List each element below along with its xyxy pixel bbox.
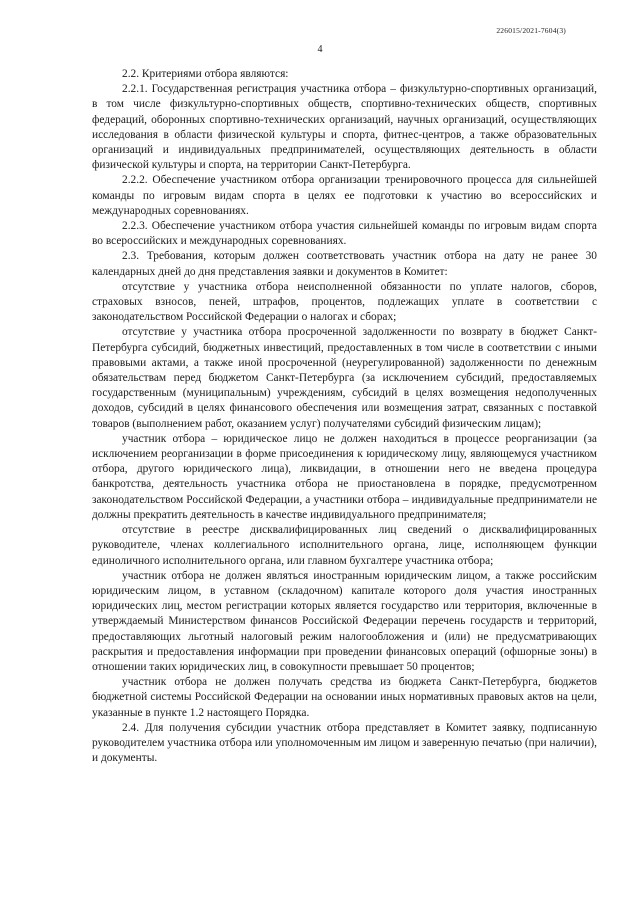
document-number: 226015/2021-7604(3)	[496, 26, 566, 35]
paragraph-budget-debt: отсутствие у участника отбора просроченной задолженности по возврату в бюджет Санкт-Петербурга субсидий, бюджетных инвестиций, предоставленных в том числе в соответствии с иными правовыми актами, а также иной просроченной (неурегулированной) задолженности по денежным обязательствам перед бюджетом Санкт-Петербурга (за исключением субсидий, предоставляемых государственным (муниципальным) учреждениям, субсидий в целях возмещения недополученных доходов, субсидий в целях финансового обеспечения или возмещения затрат, связанных с поставкой товаров (выполнением работ, оказанием услуг) получателями субсидий физическим лицам);	[92, 326, 597, 430]
paragraph-tax-debt: отсутствие у участника отбора неисполненной обязанности по уплате налогов, сборов, страховых взносов, пеней, штрафов, процентов, подлежащих уплате в соответствии с законодательством Российской Федерации о налогах и сборах;	[92, 280, 597, 324]
paragraph-2-3: 2.3. Требования, которым должен соответствовать участник отбора на дату не ранее 30 календарных дней до дня представления заявки и документов в Комитет:	[92, 250, 597, 278]
page-number: 4	[317, 44, 323, 55]
paragraph-reorganization: участник отбора – юридическое лицо не должен находиться в процессе реорганизации (за исключением реорганизации в форме присоединения к юридическому лицу, являющемуся участником отбора, другого юридического лица), ликвидации, в отношении него не введена процедура банкротства, деятельность участника отбора не приостановлена в порядке, предусмотренном законодательством Российской Федерации, а участники отбора – индивидуальные предприниматели не должны прекратить деятельность в качестве индивидуального предпринимателя;	[92, 432, 597, 521]
paragraph-2-2-3: 2.2.3. Обеспечение участником отбора участия сильнейшей команды по игровым видам спорта во всероссийских и международных соревнованиях.	[92, 220, 597, 248]
paragraph-other-funds: участник отбора не должен получать средства из бюджета Санкт-Петербурга, бюджетов бюджетной системы Российской Федерации на основании иных нормативных правовых актов на цели, указанные в пункте 1.2 настоящего Порядка.	[92, 676, 597, 719]
paragraph-2-2-2: 2.2.2. Обеспечение участником отбора организации тренировочного процесса для сильнейшей команды по игровым видам спорта в целях ее подготовки к участию во всероссийских и международных соревнованиях.	[92, 174, 597, 217]
document-body	[92, 67, 597, 766]
paragraph-disqualified: отсутствие в реестре дисквалифицированных лиц сведений о дисквалифицированных руководителе, членах коллегиального исполнительного органа, лице, исполняющем функции единоличного исполнительного органа, или главном бухгалтере участника отбора;	[92, 524, 597, 567]
paragraph-foreign-entity: участник отбора не должен являться иностранным юридическим лицом, а также российским юридическим лицом, в уставном (складочном) капитале которого доля участия иностранных юридических лиц, местом регистрации которых является государство или территория, включенные в утверждаемый Министерством финансов Российской Федерации перечень государств и территорий, предоставляющих льготный налоговый режим налогообложения и (или) не предусматривающих раскрытия и предоставления информации при проведении финансовых операций (офшорные зоны) в отношении таких юридических лиц, в совокупности превышает 50 процентов;	[92, 569, 597, 673]
paragraph-criteria-heading: 2.2. Критериями отбора являются:	[122, 68, 289, 80]
paragraph-2-2-1: 2.2.1. Государственная регистрация участника отбора – физкультурно-спортивных организаций, в том числе физкультурно-спортивных обществ, спортивно-технических обществ, спортивных федераций, оборонных спортивно-технических организаций, научных организаций, осуществляющих исследования в области физической культуры и спорта, фитнес-центров, а также образовательных организаций и индивидуальных предпринимателей, осуществляющих деятельность в области физической культуры и спорта, на территории Санкт-Петербурга.	[92, 83, 597, 172]
paragraph-2-4: 2.4. Для получения субсидии участник отбора представляет в Комитет заявку, подписанную руководителем участника отбора или уполномоченным им лицом и заверенную печатью (при наличии), и документы.	[92, 721, 597, 765]
